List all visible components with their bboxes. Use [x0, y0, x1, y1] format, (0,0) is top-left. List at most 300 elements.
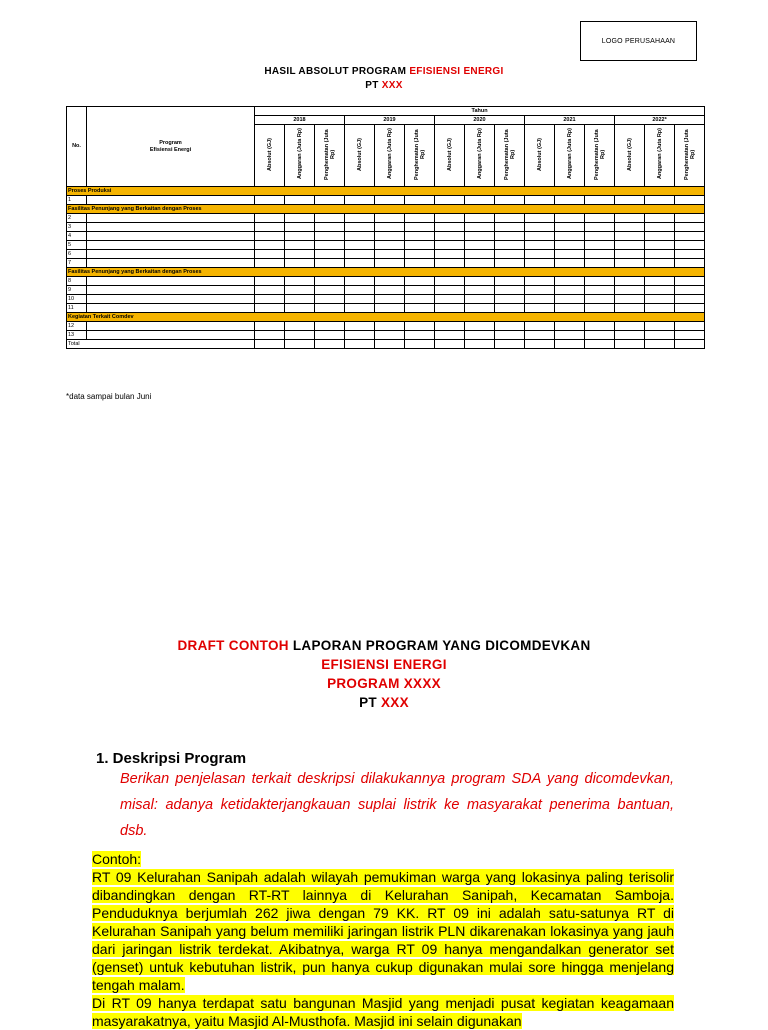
table-cell — [525, 295, 555, 304]
table-cell — [615, 340, 645, 349]
draft-program-name: PROGRAM XXXX — [327, 676, 441, 691]
year-header: 2019 — [345, 116, 435, 125]
table-cell — [435, 214, 465, 223]
table-cell — [87, 295, 255, 304]
subcolumn-header — [465, 125, 495, 187]
table-cell — [585, 331, 615, 340]
table-cell — [585, 322, 615, 331]
subcolumn-header — [315, 125, 345, 187]
table-cell — [495, 232, 525, 241]
table-cell — [345, 340, 375, 349]
table-cell — [285, 196, 315, 205]
table-cell — [615, 295, 645, 304]
subcolumn-header — [435, 125, 465, 187]
table-cell — [525, 286, 555, 295]
table-cell — [495, 259, 525, 268]
row-number: 12 — [67, 322, 87, 331]
table-cell — [465, 196, 495, 205]
table-cell — [615, 322, 645, 331]
table-cell — [465, 232, 495, 241]
subcolumn-label: Anggaran (Juta Rp) — [476, 128, 483, 180]
subcolumn-label: Penghematan (Juta Rp) — [413, 128, 426, 180]
table-cell — [255, 241, 285, 250]
table-cell — [495, 322, 525, 331]
table-cell — [375, 331, 405, 340]
table-cell — [285, 286, 315, 295]
table-title — [0, 66, 768, 77]
table-cell — [405, 286, 435, 295]
table-cell — [405, 214, 435, 223]
table-cell — [87, 259, 255, 268]
table-cell — [585, 241, 615, 250]
table-row — [67, 241, 705, 250]
table-cell — [495, 241, 525, 250]
table-cell — [615, 250, 645, 259]
title-highlight: EFISIENSI ENERGI — [409, 66, 504, 77]
total-label: Total — [67, 340, 255, 349]
table-cell — [255, 277, 285, 286]
table-cell — [285, 214, 315, 223]
subcolumn-label: Absolut (GJ) — [266, 137, 273, 171]
table-row — [67, 286, 705, 295]
section-label: Fasilitas Penunjang yang Berkaitan dengan Proses — [67, 205, 705, 214]
subcolumn-header — [525, 125, 555, 187]
table-cell — [555, 223, 585, 232]
table-footnote: *data sampai bulan Juni — [66, 392, 152, 401]
table-cell — [555, 331, 585, 340]
table-cell — [615, 232, 645, 241]
table-cell — [435, 331, 465, 340]
table-cell — [465, 214, 495, 223]
table-cell — [435, 250, 465, 259]
section-label: Fasilitas Penunjang yang Berkaitan dengan Proses — [67, 268, 705, 277]
table-cell — [675, 250, 705, 259]
table-cell — [375, 250, 405, 259]
table-cell — [375, 214, 405, 223]
row-number: 3 — [67, 223, 87, 232]
table-cell — [615, 331, 645, 340]
table-row — [67, 232, 705, 241]
row-number: 4 — [67, 232, 87, 241]
table-cell — [615, 241, 645, 250]
table-cell — [495, 250, 525, 259]
example-block — [92, 850, 674, 1030]
table-cell — [645, 340, 675, 349]
table-cell — [465, 340, 495, 349]
row-number: 8 — [67, 277, 87, 286]
table-cell — [345, 250, 375, 259]
table-row — [67, 331, 705, 340]
table-cell — [405, 232, 435, 241]
row-number: 9 — [67, 286, 87, 295]
table-row — [67, 295, 705, 304]
table-cell — [615, 277, 645, 286]
table-cell — [675, 241, 705, 250]
subcolumn-header — [645, 125, 675, 187]
subcolumn-label: Absolut (GJ) — [626, 137, 633, 171]
subcolumn-label: Absolut (GJ) — [356, 137, 363, 171]
table-cell — [315, 232, 345, 241]
table-cell — [87, 250, 255, 259]
subcolumn-label: Anggaran (Juta Rp) — [656, 128, 663, 180]
table-cell — [345, 232, 375, 241]
table-cell — [495, 295, 525, 304]
section-row — [67, 205, 705, 214]
draft-program-type: EFISIENSI ENERGI — [321, 657, 447, 672]
table-cell — [615, 286, 645, 295]
section-heading: 1. Deskripsi Program — [96, 750, 247, 767]
table-cell — [555, 214, 585, 223]
table-cell — [435, 340, 465, 349]
year-group-header: Tahun — [255, 107, 705, 116]
subcolumn-label: Anggaran (Juta Rp) — [296, 128, 303, 180]
table-cell — [645, 223, 675, 232]
table-cell — [465, 331, 495, 340]
table-cell — [405, 340, 435, 349]
table-cell — [345, 286, 375, 295]
example-paragraph-1: RT 09 Kelurahan Sanipah adalah wilayah pemukiman warga yang lokasinya paling terisolir dibandingkan dengan RT-RT lainnya di Kelurahan Sanipah, Kecamatan Samboja. Penduduknya berjumlah 262 jiwa dengan 79 KK. RT 09 ini adalah satu-satunya RT di Kelurahan Sanipah yang belum memiliki jaringan listrik PLN dikarenakan lokasinya yang jauh dari jaringan listrik terdekat. Akibatnya, warga RT 09 hanya mengandalkan generator set (genset) untuk kebutuhan listrik, pun hanya cukup digunakan mulai sore hingga menjelang tengah malam. — [92, 869, 674, 993]
table-cell — [285, 241, 315, 250]
table-cell — [675, 277, 705, 286]
table-row — [67, 322, 705, 331]
table-cell — [315, 214, 345, 223]
draft-company-name: XXX — [380, 695, 409, 710]
table-cell — [345, 196, 375, 205]
table-row — [67, 250, 705, 259]
table-cell — [645, 241, 675, 250]
table-cell — [525, 250, 555, 259]
table-cell — [675, 196, 705, 205]
table-cell — [525, 277, 555, 286]
table-cell — [315, 304, 345, 313]
table-cell — [495, 223, 525, 232]
subcolumn-header — [405, 125, 435, 187]
subcolumn-label: Absolut (GJ) — [446, 137, 453, 171]
section-row — [67, 313, 705, 322]
table-cell — [525, 232, 555, 241]
table-cell — [87, 232, 255, 241]
subcolumn-label: Anggaran (Juta Rp) — [566, 128, 573, 180]
table-cell — [405, 331, 435, 340]
table-cell — [405, 259, 435, 268]
table-cell — [255, 250, 285, 259]
year-header: 2020 — [435, 116, 525, 125]
table-cell — [375, 322, 405, 331]
col-program-header: Program Efisiensi Energi — [87, 107, 255, 187]
table-cell — [585, 295, 615, 304]
section-label: Proses Produksi — [67, 187, 705, 196]
table-cell — [645, 250, 675, 259]
table-cell — [435, 295, 465, 304]
table-cell — [285, 331, 315, 340]
title-text: HASIL ABSOLUT PROGRAM — [264, 66, 410, 77]
table-cell — [87, 331, 255, 340]
table-cell — [255, 196, 285, 205]
table-cell — [315, 277, 345, 286]
subcolumn-header — [495, 125, 525, 187]
table-cell — [645, 304, 675, 313]
table-cell — [345, 241, 375, 250]
table-cell — [285, 259, 315, 268]
table-cell — [675, 232, 705, 241]
subcolumn-header — [675, 125, 705, 187]
results-table — [66, 106, 705, 349]
table-cell — [585, 196, 615, 205]
table-cell — [555, 241, 585, 250]
table-cell — [345, 331, 375, 340]
example-label: Contoh: — [92, 851, 142, 867]
table-cell — [255, 214, 285, 223]
table-subtitle — [0, 80, 768, 91]
table-cell — [255, 295, 285, 304]
subcolumn-label: Penghematan (Juta Rp) — [593, 128, 606, 180]
table-cell — [87, 214, 255, 223]
table-cell — [285, 322, 315, 331]
table-cell — [315, 295, 345, 304]
table-cell — [615, 304, 645, 313]
table-row — [67, 214, 705, 223]
table-cell — [255, 286, 285, 295]
table-cell — [645, 214, 675, 223]
table-cell — [585, 259, 615, 268]
table-cell — [495, 214, 525, 223]
row-number: 11 — [67, 304, 87, 313]
table-cell — [87, 304, 255, 313]
table-cell — [315, 322, 345, 331]
table-cell — [525, 322, 555, 331]
subcolumn-header — [555, 125, 585, 187]
section-description: Berikan penjelasan terkait deskripsi dilakukannya program SDA yang dicomdevkan, misal: adanya ketidakterjangkauan suplai listrik ke masyarakat penerima bantuan, dsb. — [120, 771, 674, 839]
table-cell — [345, 259, 375, 268]
table-cell — [675, 214, 705, 223]
subcolumn-header — [345, 125, 375, 187]
table-cell — [255, 331, 285, 340]
subcolumn-header — [375, 125, 405, 187]
table-cell — [315, 286, 345, 295]
table-cell — [495, 331, 525, 340]
table-cell — [405, 277, 435, 286]
table-row — [67, 277, 705, 286]
table-cell — [675, 322, 705, 331]
table-cell — [465, 241, 495, 250]
table-cell — [555, 250, 585, 259]
total-row — [67, 340, 705, 349]
example-paragraph-2: Di RT 09 hanya terdapat satu bangunan Masjid yang menjadi pusat kegiatan keagamaan masyarakatnya, yaitu Masjid Al-Musthofa. Masjid ini selain digunakan — [92, 995, 674, 1029]
table-cell — [555, 196, 585, 205]
table-cell — [315, 196, 345, 205]
table-cell — [285, 340, 315, 349]
draft-title-text: LAPORAN PROGRAM YANG DICOMDEVKAN — [292, 638, 591, 653]
table-cell — [645, 331, 675, 340]
table-cell — [345, 295, 375, 304]
table-cell — [285, 295, 315, 304]
logo-label: LOGO PERUSAHAAN — [601, 37, 676, 45]
table-cell — [435, 286, 465, 295]
table-cell — [405, 241, 435, 250]
subcolumn-header — [255, 125, 285, 187]
subcolumn-label: Penghematan (Juta Rp) — [503, 128, 516, 180]
table-cell — [87, 322, 255, 331]
table-cell — [255, 304, 285, 313]
table-row — [67, 196, 705, 205]
table-cell — [375, 241, 405, 250]
table-cell — [675, 259, 705, 268]
table-cell — [465, 259, 495, 268]
table-cell — [435, 223, 465, 232]
table-cell — [285, 232, 315, 241]
table-cell — [555, 232, 585, 241]
table-cell — [525, 241, 555, 250]
year-header: 2021 — [525, 116, 615, 125]
row-number: 7 — [67, 259, 87, 268]
table-cell — [495, 304, 525, 313]
table-cell — [405, 196, 435, 205]
subtitle-highlight: XXX — [381, 80, 403, 91]
table-cell — [255, 259, 285, 268]
subcolumn-label: Penghematan (Juta Rp) — [323, 128, 336, 180]
table-cell — [645, 196, 675, 205]
table-cell — [375, 232, 405, 241]
table-cell — [345, 223, 375, 232]
subcolumn-header — [615, 125, 645, 187]
draft-title — [0, 636, 768, 655]
section-label: Kegiatan Terkait Comdev — [67, 313, 705, 322]
table-cell — [675, 340, 705, 349]
table-cell — [87, 196, 255, 205]
table-cell — [345, 322, 375, 331]
table-cell — [555, 322, 585, 331]
table-cell — [255, 340, 285, 349]
table-cell — [435, 304, 465, 313]
col-no-header: No. — [67, 107, 87, 187]
table-cell — [675, 295, 705, 304]
table-cell — [375, 223, 405, 232]
table-cell — [435, 259, 465, 268]
table-cell — [405, 250, 435, 259]
table-cell — [495, 277, 525, 286]
table-cell — [87, 223, 255, 232]
table-cell — [375, 259, 405, 268]
table-row — [67, 223, 705, 232]
subcolumn-label: Absolut (GJ) — [536, 137, 543, 171]
draft-label: DRAFT CONTOH — [177, 638, 293, 653]
table-cell — [375, 286, 405, 295]
year-header: 2022* — [615, 116, 705, 125]
table-cell — [465, 250, 495, 259]
table-cell — [525, 259, 555, 268]
table-cell — [645, 286, 675, 295]
table-cell — [465, 295, 495, 304]
table-cell — [615, 214, 645, 223]
table-cell — [645, 322, 675, 331]
table-cell — [465, 322, 495, 331]
table-cell — [87, 286, 255, 295]
table-cell — [645, 232, 675, 241]
table-cell — [585, 286, 615, 295]
table-cell — [285, 277, 315, 286]
table-cell — [555, 295, 585, 304]
table-cell — [555, 286, 585, 295]
table-cell — [465, 286, 495, 295]
table-cell — [615, 259, 645, 268]
table-cell — [555, 259, 585, 268]
table-cell — [645, 259, 675, 268]
draft-company — [0, 693, 768, 712]
table-cell — [345, 277, 375, 286]
table-cell — [615, 223, 645, 232]
table-cell — [315, 223, 345, 232]
row-number: 5 — [67, 241, 87, 250]
table-cell — [345, 214, 375, 223]
table-cell — [525, 331, 555, 340]
table-cell — [255, 223, 285, 232]
table-cell — [525, 214, 555, 223]
row-number: 1 — [67, 196, 87, 205]
row-number: 2 — [67, 214, 87, 223]
table-cell — [375, 304, 405, 313]
table-cell — [405, 304, 435, 313]
table-cell — [465, 277, 495, 286]
table-cell — [585, 232, 615, 241]
subcolumn-header — [585, 125, 615, 187]
table-cell — [615, 196, 645, 205]
table-cell — [585, 277, 615, 286]
subcolumn-label: Penghematan (Juta Rp) — [683, 128, 696, 180]
subcolumn-label: Anggaran (Juta Rp) — [386, 128, 393, 180]
table-cell — [675, 331, 705, 340]
table-cell — [315, 259, 345, 268]
table-cell — [675, 304, 705, 313]
table-cell — [495, 340, 525, 349]
table-cell — [315, 241, 345, 250]
table-row — [67, 304, 705, 313]
table-cell — [435, 232, 465, 241]
table-cell — [375, 196, 405, 205]
table-cell — [255, 232, 285, 241]
table-cell — [285, 223, 315, 232]
table-cell — [555, 277, 585, 286]
subcolumn-header — [285, 125, 315, 187]
table-cell — [525, 304, 555, 313]
table-cell — [585, 250, 615, 259]
draft-company-prefix: PT — [359, 695, 381, 710]
table-cell — [345, 304, 375, 313]
table-cell — [375, 277, 405, 286]
table-cell — [675, 223, 705, 232]
table-cell — [255, 322, 285, 331]
section-row — [67, 187, 705, 196]
row-number: 13 — [67, 331, 87, 340]
table-cell — [585, 223, 615, 232]
table-cell — [585, 304, 615, 313]
table-cell — [525, 196, 555, 205]
table-cell — [435, 196, 465, 205]
table-cell — [645, 277, 675, 286]
table-cell — [315, 250, 345, 259]
company-logo-placeholder — [580, 21, 697, 61]
table-cell — [87, 241, 255, 250]
table-cell — [315, 331, 345, 340]
table-cell — [87, 277, 255, 286]
table-cell — [525, 223, 555, 232]
table-cell — [525, 340, 555, 349]
subtitle-text: PT — [365, 80, 382, 91]
table-cell — [555, 304, 585, 313]
table-cell — [285, 304, 315, 313]
table-cell — [585, 214, 615, 223]
table-cell — [435, 322, 465, 331]
table-cell — [405, 295, 435, 304]
